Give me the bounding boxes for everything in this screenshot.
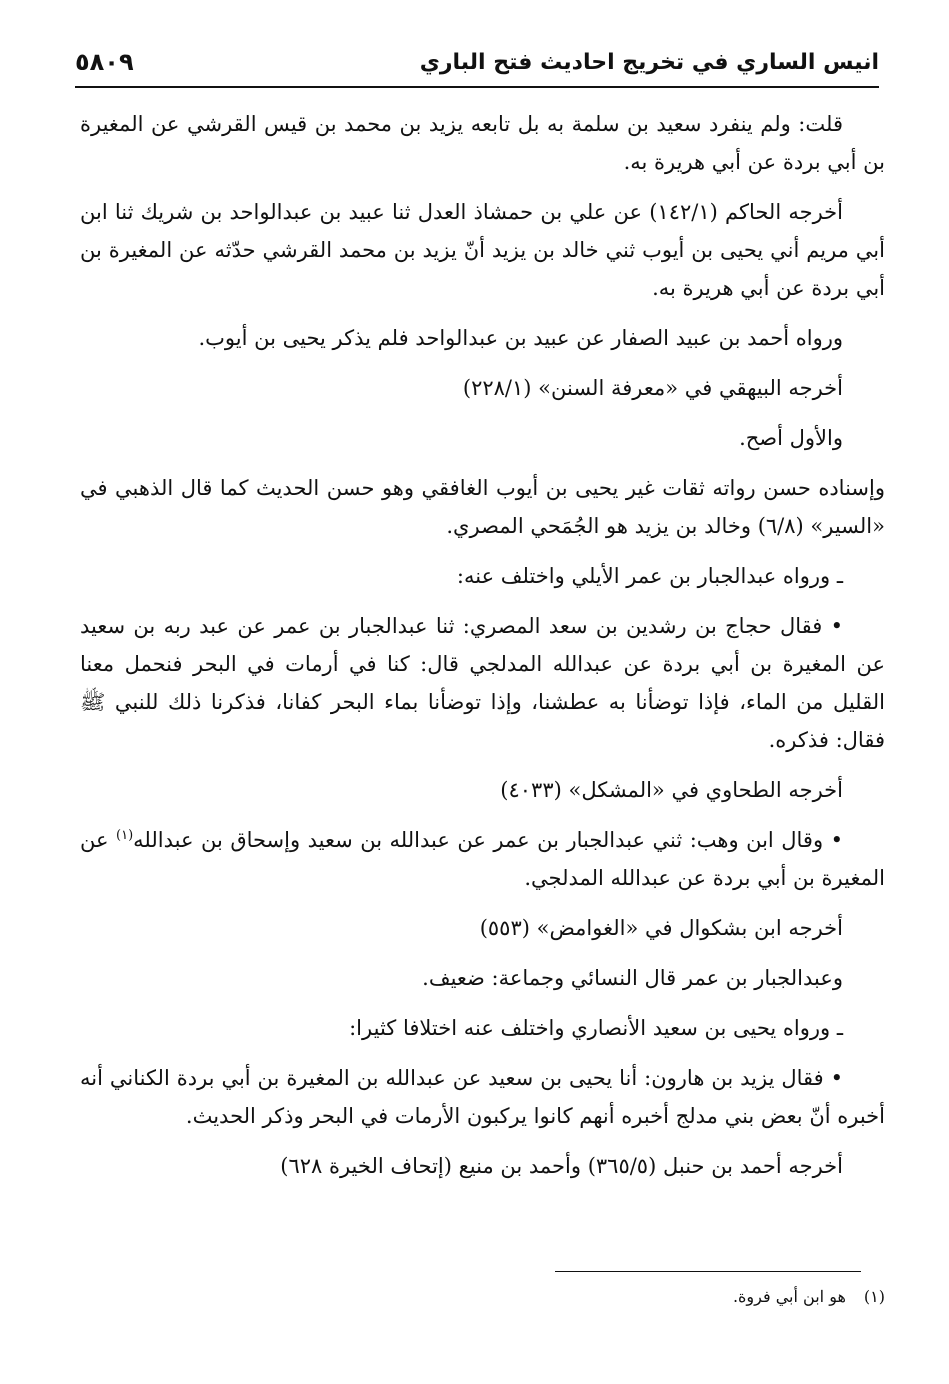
footnote-marker: (١) bbox=[863, 1287, 885, 1306]
header-rule bbox=[75, 86, 879, 88]
paragraph-text: أخرجه البيهقي في «معرفة السنن» (٢٢٨/١) bbox=[462, 376, 843, 400]
paragraph-text: • وقال ابن وهب: ثني عبدالجبار بن عمر عن عبدالله بن سعيد وإسحاق بن عبدالله bbox=[133, 828, 843, 852]
paragraph bbox=[80, 1147, 885, 1185]
paragraph bbox=[80, 607, 885, 759]
paragraph-text: ـ ورواه يحيى بن سعيد الأنصاري واختلف عنه اختلافا كثيرا: bbox=[349, 1016, 843, 1040]
paragraph-text: أخرجه ابن بشكوال في «الغوامض» (٥٥٣) bbox=[479, 916, 843, 940]
paragraph bbox=[80, 771, 885, 809]
paragraph-text: والأول أصح. bbox=[739, 426, 843, 450]
paragraph bbox=[80, 105, 885, 181]
paragraph bbox=[80, 469, 885, 545]
footnote-reference: (١) bbox=[116, 828, 134, 843]
paragraph-text: وعبدالجبار بن عمر قال النسائي وجماعة: ضعيف. bbox=[422, 966, 843, 990]
paragraph bbox=[80, 193, 885, 307]
footnote-separator bbox=[555, 1271, 861, 1272]
paragraph bbox=[80, 369, 885, 407]
paragraph bbox=[80, 557, 885, 595]
paragraph-text: • فقال يزيد بن هارون: أنا يحيى بن سعيد عن عبدالله بن المغيرة بن أبي بردة الكناني أنه أخبره أنّ بعض بني مدلج أخبره أنهم كانوا يركبون الأرمات في البحر وذكر الحديث. bbox=[80, 1066, 885, 1128]
page-number: ٥٨٠٩ bbox=[75, 48, 134, 76]
main-text bbox=[80, 105, 885, 1197]
paragraph bbox=[80, 821, 885, 897]
paragraph-text: أخرجه الحاكم (١٤٢/١) عن علي بن حمشاذ العدل ثنا عبيد بن عبدالواحد بن شريك ثنا ابن أبي مريم أني يحيى بن أيوب ثني خالد بن يزيد أنّ يزيد بن محمد القرشي حدّثه عن المغيرة بن أبي بردة عن أبي هريرة به. bbox=[80, 200, 885, 300]
running-header bbox=[75, 42, 879, 82]
paragraph bbox=[80, 959, 885, 997]
book-title: انيس الساري في تخريج احاديث فتح الباري bbox=[419, 49, 879, 75]
paragraph-text: قلت: ولم ينفرد سعيد بن سلمة به بل تابعه يزيد بن محمد بن قيس القرشي عن المغيرة بن أبي بردة عن أبي هريرة به. bbox=[80, 112, 885, 174]
paragraph bbox=[80, 419, 885, 457]
paragraph-text: أخرجه الطحاوي في «المشكل» (٤٠٣٣) bbox=[500, 778, 843, 802]
footnote-text: هو ابن أبي فروة. bbox=[732, 1287, 846, 1306]
paragraph-text: أخرجه أحمد بن حنبل (٣٦٥/٥) وأحمد بن منيع (إتحاف الخيرة ٦٢٨) bbox=[280, 1154, 843, 1178]
paragraph bbox=[80, 909, 885, 947]
footnote bbox=[80, 1284, 885, 1310]
paragraph-text: • فقال حجاج بن رشدين بن سعد المصري: ثنا عبدالجبار بن عمر عن عبد ربه بن سعيد عن المغيرة بن أبي بردة عن عبدالله المدلجي قال: كنا في أرمات في البحر فنحمل معنا القليل من الماء، فإذا توضأنا به عطشنا، وإذا توضأنا بماء البحر كفانا، فذكرنا ذلك للنبي ﷺ فقال: فذكره. bbox=[80, 614, 885, 752]
paragraph-text: وإسناده حسن رواته ثقات غير يحيى بن أيوب الغافقي وهو حسن الحديث كما قال الذهبي في «السير» (٦/٨) وخالد بن يزيد هو الجُمَحي المصري. bbox=[80, 476, 885, 538]
paragraph-text: عن المغيرة بن أبي بردة عن عبدالله المدلجي. bbox=[80, 828, 885, 890]
paragraph-text: ورواه أحمد بن عبيد الصفار عن عبيد بن عبدالواحد فلم يذكر يحيى بن أيوب. bbox=[198, 326, 843, 350]
paragraph bbox=[80, 1009, 885, 1047]
paragraph bbox=[80, 319, 885, 357]
footnotes bbox=[80, 1284, 885, 1310]
paragraph bbox=[80, 1059, 885, 1135]
paragraph-text: ـ ورواه عبدالجبار بن عمر الأيلي واختلف عنه: bbox=[456, 564, 843, 588]
